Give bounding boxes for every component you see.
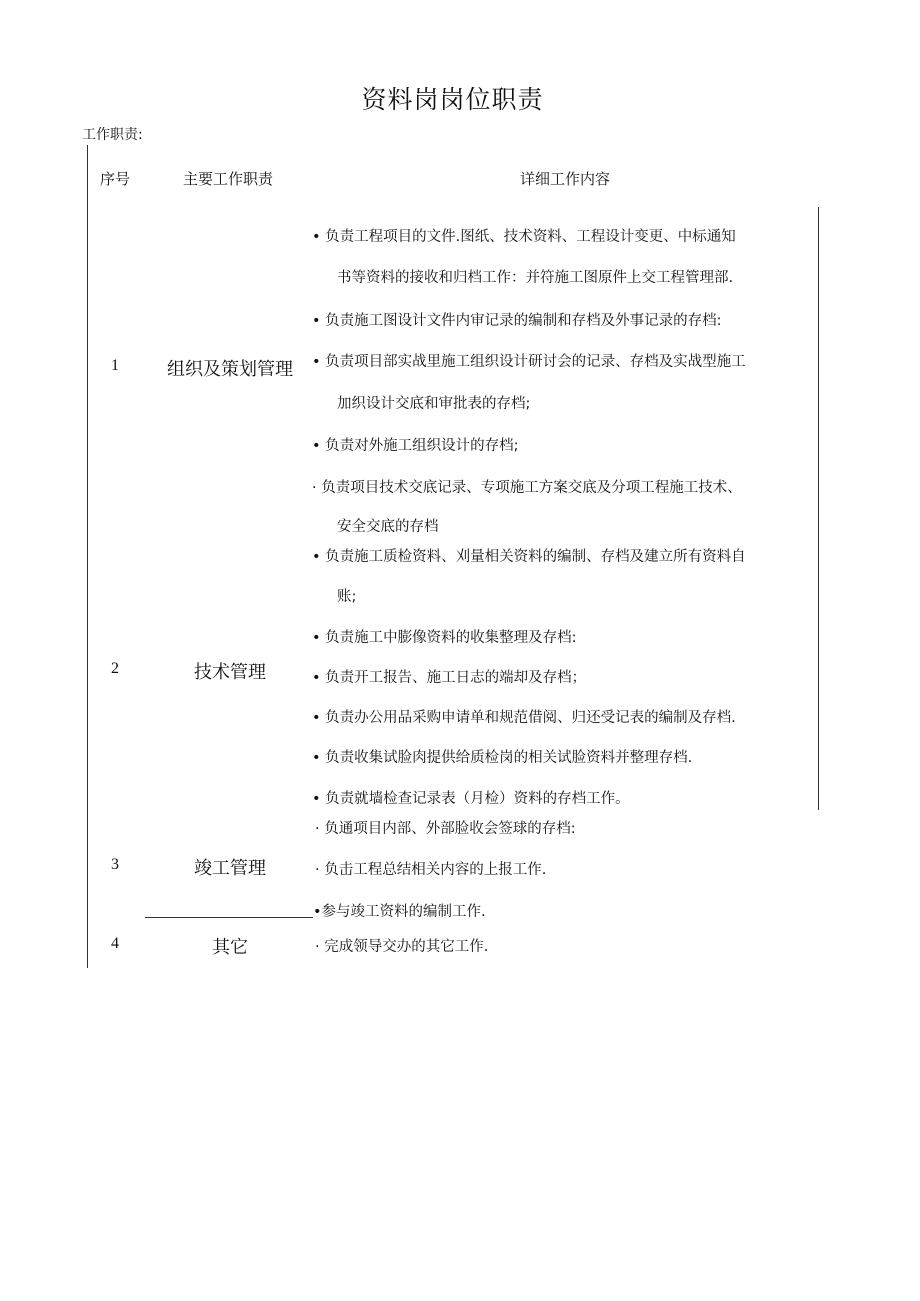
table-left-border xyxy=(87,145,88,968)
duty-item: · 负击工程总结相关内容的上报工作. xyxy=(315,862,547,878)
row-divider xyxy=(145,917,313,918)
row-category: 其它 xyxy=(212,937,248,957)
duty-item: • 负责就墙检查记录表（月检）资料的存档工作。 xyxy=(312,791,630,807)
table-right-border xyxy=(818,207,819,810)
duty-item-continuation: 书等资料的接收和归档工作：并符施工图原件上交工程管理部. xyxy=(337,270,734,286)
header-main-duty: 主要工作职责 xyxy=(183,170,274,188)
duty-item: •参与竣工资料的编制工作. xyxy=(313,904,486,920)
row-category: 竣工管理 xyxy=(194,858,266,878)
duty-item: • 负责对外施工组织设计的存档; xyxy=(312,438,519,454)
duty-item: • 负责办公用品采购申请单和规范借阅、归还受记表的编制及存档. xyxy=(312,710,736,726)
duty-item: • 负责施工中膨像资料的收集整理及存档: xyxy=(312,630,577,646)
duty-item-continuation: 账; xyxy=(337,589,357,605)
row-number: 3 xyxy=(111,856,119,873)
row-number: 4 xyxy=(111,935,119,952)
header-detail: 详细工作内容 xyxy=(520,170,611,188)
duty-item-continuation: 安全交底的存档 xyxy=(337,519,439,535)
duty-item: · 负责项目技术交底记录、专项施工方案交底及分项工程施工技术、 xyxy=(312,480,742,496)
row-category: 组织及策划管理 xyxy=(167,359,293,379)
page-title: 资料岗岗位职责 xyxy=(361,85,544,114)
header-seq: 序号 xyxy=(100,170,131,188)
row-number: 1 xyxy=(111,357,119,374)
duty-item: • 负责施工图设计文件内审记录的编制和存档及外事记录的存档: xyxy=(312,313,722,329)
duty-item: · 负通项目内部、外部脸收会签球的存档: xyxy=(315,821,576,837)
row-number: 2 xyxy=(111,660,119,677)
duty-item: • 负责收集试脸肉提供给质检岗的相关试脸资料并整理存档. xyxy=(312,750,693,766)
duty-item-continuation: 加织设计交底和审批表的存档; xyxy=(337,396,531,412)
duty-item: • 负责开工报告、施工日志的端却及存档； xyxy=(312,670,587,686)
duty-item-cutoff xyxy=(330,512,439,535)
duty-item: · 完成领导交办的其它工作. xyxy=(315,939,489,955)
duty-item: • 负责施工质检资料、刈量相关资料的编制、存档及建立所有资料自 xyxy=(312,549,746,565)
row-category: 技术管理 xyxy=(194,662,266,682)
section-label: 工作职责: xyxy=(82,127,143,143)
duty-item: • 负责工程项目的文件.图纸、技术资料、工程设计变更、中标通知 xyxy=(312,229,736,245)
duty-item: • 负责项目部实战里施工组织设计研讨会的记录、存档及实战型施工 xyxy=(312,354,746,370)
